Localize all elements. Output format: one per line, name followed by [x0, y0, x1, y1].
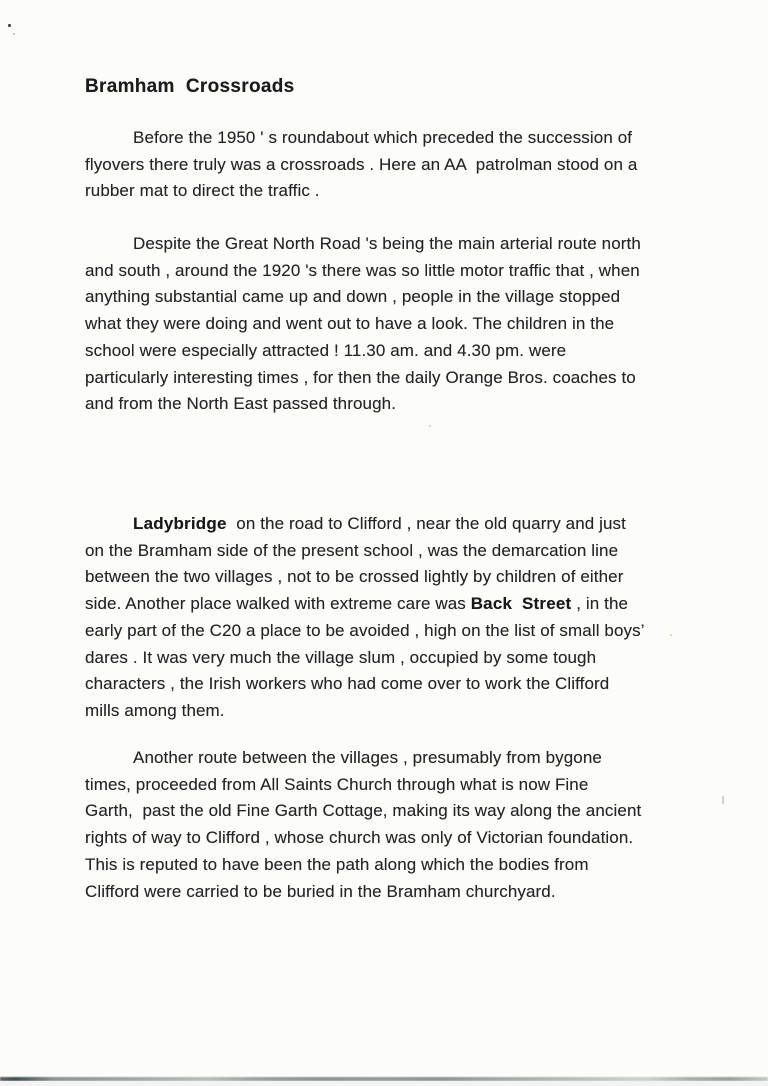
paragraph-4 — [85, 745, 725, 905]
scan-speck — [670, 634, 672, 636]
text-line: rubber mat to direct the traffic . — [85, 181, 320, 201]
text-line: school were especially attracted ! 11.30 am. and 4.30 pm. were — [85, 340, 567, 360]
text-line: Before the 1950 ' s roundabout which preceded the succession of — [133, 128, 633, 147]
text-line: particularly interesting times , for then the daily Orange Bros. coaches to — [85, 367, 636, 387]
text-line: Ladybridge on the road to Clifford , near the old quarry and just — [133, 514, 626, 533]
scan-speck — [13, 33, 15, 35]
text-line: times, proceeded from All Saints Church through what is now Fine — [85, 774, 589, 794]
text-line: anything substantial came up and down , people in the village stopped — [85, 287, 621, 307]
text-line: Garth, past the old Fine Garth Cottage, making its way along the ancient — [85, 801, 642, 821]
text-line: mills among them. — [85, 700, 225, 720]
paragraph-2 — [85, 231, 725, 418]
document-title: Bramham Crossroads — [85, 76, 295, 97]
text-line: and from the North East passed through. — [85, 394, 397, 414]
paragraph-1 — [85, 125, 725, 205]
text-line: rights of way to Clifford , whose church was only of Victorian foundation. — [85, 828, 634, 848]
text-line: side. Another place walked with extreme care was Back Street , in the — [85, 594, 629, 614]
text-line: Another route between the villages , presumably from bygone — [133, 748, 602, 767]
text-line: and south , around the 1920 's there was so little motor traffic that , when — [85, 260, 640, 280]
scan-edge-margin — [0, 1081, 768, 1086]
scan-speck — [722, 796, 724, 804]
text-line: on the Bramham side of the present school , was the demarcation line — [85, 540, 619, 560]
text-line: Clifford were carried to be buried in the Bramham churchyard. — [85, 881, 556, 901]
text-line: early part of the C20 a place to be avoided , high on the list of small boys’ — [85, 620, 645, 640]
text-line: characters , the Irish workers who had come over to work the Clifford — [85, 674, 610, 694]
scan-speck — [8, 24, 11, 27]
text-line: what they were doing and went out to have a look. The children in the — [85, 314, 615, 334]
text-line: This is reputed to have been the path along which the bodies from — [85, 854, 589, 874]
scan-speck — [429, 425, 431, 427]
text-line: Despite the Great North Road 's being the main arterial route north — [133, 234, 641, 253]
paragraph-3 — [85, 511, 725, 725]
text-line: between the two villages , not to be crossed lightly by children of either — [85, 567, 624, 587]
text-line: flyovers there truly was a crossroads . Here an AA patrolman stood on a — [85, 154, 638, 174]
text-line: dares . It was very much the village slum , occupied by some tough — [85, 647, 597, 667]
